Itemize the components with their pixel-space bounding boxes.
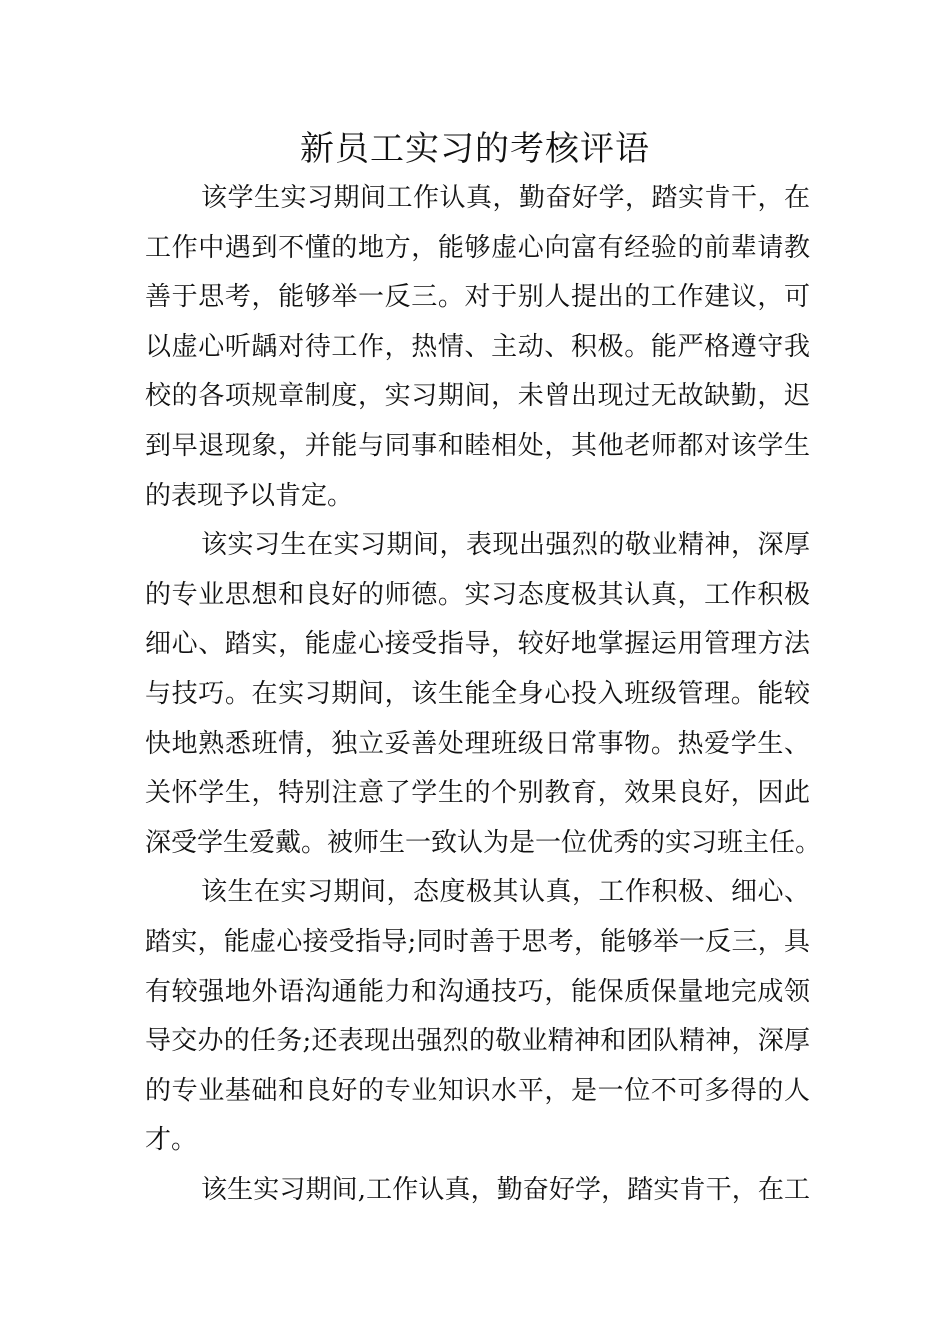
paragraph-line: 工作中遇到不懂的地方，能够虚心向富有经验的前辈请教 <box>145 232 810 263</box>
paragraph-line: 的专业思想和良好的师德。实习态度极其认真，工作积极 <box>145 579 810 610</box>
paragraph-4 <box>145 1166 810 1216</box>
paragraph-line: 该生实习期间,工作认真，勤奋好学，踏实肯干，在工 <box>201 1174 810 1205</box>
paragraph-line: 的专业基础和良好的专业知识水平，是一位不可多得的人 <box>145 1075 810 1106</box>
paragraph-line: 到早退现象，并能与同事和睦相处，其他老师都对该学生 <box>145 430 810 461</box>
paragraph-line: 踏实，能虚心接受指导;同时善于思考，能够举一反三，具 <box>145 926 810 957</box>
paragraph-line: 校的各项规章制度，实习期间，未曾出现过无故缺勤，迟 <box>145 381 810 412</box>
document-body <box>145 174 822 1215</box>
paragraph-1 <box>145 174 810 521</box>
paragraph-line: 关怀学生，特别注意了学生的个别教育，效果良好，因此 <box>145 778 810 809</box>
paragraph-line: 该学生实习期间工作认真，勤奋好学，踏实肯干，在 <box>201 183 810 213</box>
paragraph-line: 导交办的任务;还表现出强烈的敬业精神和团队精神，深厚 <box>145 1026 810 1057</box>
paragraph-line: 该实习生在实习期间，表现出强烈的敬业精神，深厚 <box>201 530 810 561</box>
paragraph-line: 深受学生爱戴。被师生一致认为是一位优秀的实习班主任。 <box>145 827 822 858</box>
paragraph-line: 细心、踏实，能虚心接受指导，较好地掌握运用管理方法 <box>145 629 810 660</box>
paragraph-line: 才。 <box>145 1125 198 1156</box>
paragraph-line: 与技巧。在实习期间，该生能全身心投入班级管理。能较 <box>145 678 810 709</box>
paragraph-line: 善于思考，能够举一反三。对于别人提出的工作建议，可 <box>145 282 810 313</box>
paragraph-line: 该生在实习期间，态度极其认真，工作积极、细心、 <box>201 877 810 908</box>
document-title: 新员工实习的考核评语 <box>300 129 650 169</box>
paragraph-line: 以虚心听龋对待工作，热情、主动、积极。能严格遵守我 <box>145 331 810 362</box>
paragraph-line: 快地熟悉班情，独立妥善处理班级日常事物。热爱学生、 <box>145 728 810 759</box>
paragraph-2 <box>145 521 822 868</box>
paragraph-line: 的表现予以肯定。 <box>145 480 354 511</box>
paragraph-line: 有较强地外语沟通能力和沟通技巧，能保质保量地完成领 <box>145 976 810 1007</box>
paragraph-3 <box>145 868 810 1166</box>
